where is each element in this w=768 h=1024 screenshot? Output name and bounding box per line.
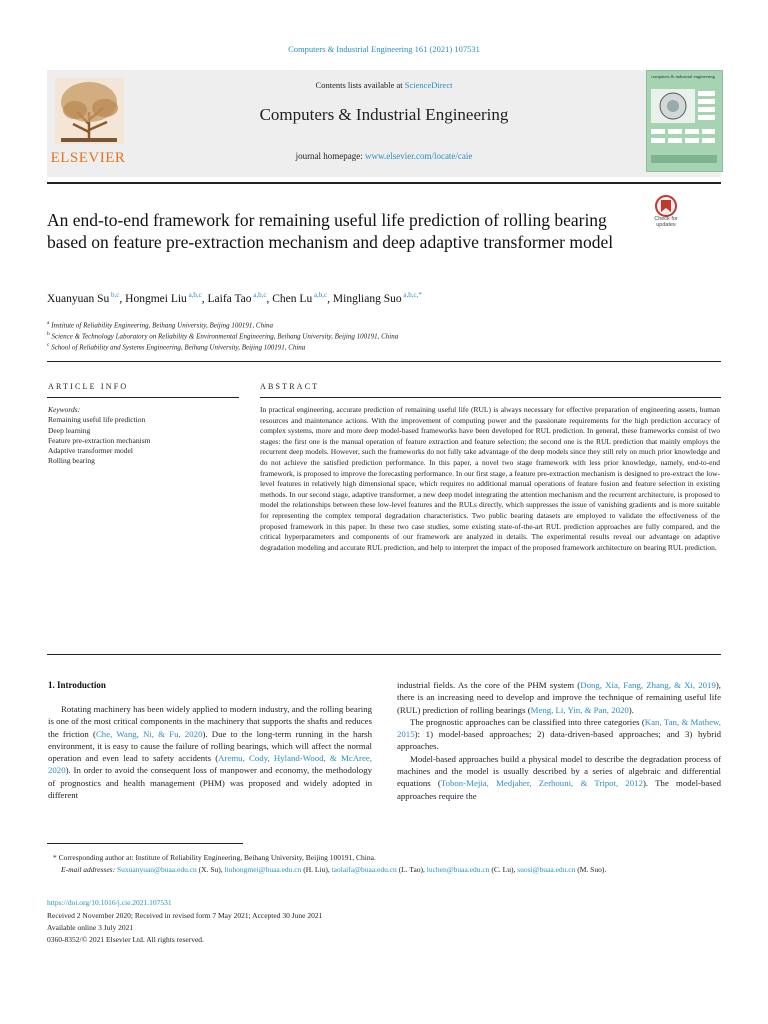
author-affiliation-marks[interactable]: b,c bbox=[109, 291, 120, 299]
intro-paragraph bbox=[48, 703, 372, 801]
affil-text: Science & Technology Laboratory on Reliability & Environmental Engineering, Beihang University, Beijing 100191, China bbox=[51, 332, 399, 341]
affil-key: a bbox=[47, 320, 50, 326]
email-link[interactable]: suosi@buaa.edu.cn bbox=[517, 865, 576, 874]
footnote-rule bbox=[47, 843, 243, 844]
author-list: Xuanyuan Su $^{b,c}$, Hongmei Liu $^{a,b,c}$, Laifa Tao $^{a,b,c}$, Chen Lu $^{a,b,c}$, Mingliang Suo $^{a,b,c,*}$ bbox=[47, 291, 422, 305]
email-link[interactable]: Suxuanyuan@buaa.edu.cn bbox=[116, 865, 197, 874]
keywords-label: Keywords: bbox=[48, 405, 81, 414]
email-link[interactable]: luchen@buaa.edu.cn bbox=[426, 865, 490, 874]
citation-link[interactable]: Tobon-Mejia, Medjaher, Zerhouni, & Tripot, 2012 bbox=[440, 778, 643, 789]
journal-citation[interactable]: Computers & Industrial Engineering 161 (2021) 107531 bbox=[288, 44, 480, 54]
affil-text: School of Reliability and Systems Engineering, Beihang University, Beijing 100191, China bbox=[51, 343, 306, 352]
affil-key: b bbox=[47, 331, 50, 337]
section-heading-introduction: 1. Introduction bbox=[48, 680, 106, 690]
citation-link[interactable]: Che, Wang, Ni, & Fu, 2020 bbox=[95, 728, 203, 739]
email-owner: (L. Tao), bbox=[396, 865, 427, 874]
author-affiliation-marks[interactable]: a,b,c bbox=[186, 291, 202, 299]
homepage-link[interactable]: www.elsevier.com/locate/caie bbox=[365, 151, 473, 161]
contents-prefix: Contents lists available at bbox=[315, 80, 405, 90]
author-name[interactable]: Mingliang Suo bbox=[332, 292, 402, 305]
journal-cover-thumbnail[interactable] bbox=[646, 70, 723, 172]
keyword-item: Feature pre-extraction mechanism bbox=[48, 435, 151, 445]
corresponding-author-note: * Corresponding author at: Institute of Reliability Engineering, Beihang University, Beijing 100191, China. bbox=[53, 853, 376, 862]
email-addresses bbox=[47, 864, 721, 876]
citation-link[interactable]: Aremu, Cody, Hyland-Wood, & McAree, 2020 bbox=[48, 753, 372, 776]
article-info-rule bbox=[47, 397, 239, 398]
intro-right-column bbox=[397, 679, 721, 802]
keyword-item: Adaptive transformer model bbox=[48, 446, 133, 456]
keyword-item: Remaining useful life prediction bbox=[48, 415, 146, 425]
paragraph-text: ), there is an increasing need to develop and improve the technique of remaining useful life (RUL) prediction of rolling bearings ( bbox=[397, 680, 721, 715]
article-title: An end-to-end framework for remaining useful life prediction of rolling bearing based on feature pre-extraction mechanism and deep adaptive transformer model bbox=[47, 210, 614, 252]
affiliation-b bbox=[47, 331, 697, 340]
abstract-rule bbox=[260, 397, 721, 398]
author-affiliation-marks[interactable]: a,b,c bbox=[251, 291, 267, 299]
elsevier-wordmark: ELSEVIER bbox=[50, 150, 126, 166]
homepage-prefix: journal homepage: bbox=[295, 151, 366, 161]
author-affiliation-marks[interactable]: a,b,c,* bbox=[401, 291, 422, 299]
intro-left-column bbox=[48, 703, 372, 801]
citation-link[interactable]: Meng, Li, Yin, & Pan, 2020 bbox=[530, 704, 629, 715]
author-name[interactable]: Chen Lu bbox=[272, 292, 313, 305]
paragraph-text: ). In order to avoid the consequent loss of manpower and economy, the methodology of prognostics and health management (PHM) was proposed and widely adopted in different bbox=[48, 765, 372, 801]
intro-paragraph bbox=[397, 753, 721, 802]
email-link[interactable]: liuhongmei@buaa.edu.cn bbox=[224, 865, 302, 874]
email-link[interactable]: taolaifa@buaa.edu.cn bbox=[331, 865, 397, 874]
copyright: 0360-8352/© 2021 Elsevier Ltd. All rights reserved. bbox=[47, 935, 204, 944]
header-rule bbox=[47, 182, 721, 184]
citation-link[interactable]: Kan, Tan, & Mathew, 2015 bbox=[397, 716, 721, 740]
keywords-block bbox=[48, 405, 238, 467]
email-owner: (M. Suo). bbox=[575, 865, 607, 874]
author-name[interactable]: Xuanyuan Su bbox=[47, 292, 110, 305]
paragraph-text: ). Due to the long-term running in the harsh environment, it is easy to cause the failure of rolling bearings, which will affect the normal operation and even lead to safety accidents ( bbox=[48, 728, 373, 764]
received-dates: Received 2 November 2020; Received in revised form 7 May 2021; Accepted 30 June 2021 bbox=[47, 911, 323, 920]
abstract-end-rule bbox=[47, 654, 721, 655]
paragraph-text: Rotating machinery has been widely applied to modern industry, and the rolling bearing is one of the most critical components in the machinery that supports the shafts and reduces the friction ( bbox=[48, 704, 372, 739]
affil-text: Institute of Reliability Engineering, Beihang University, Beijing 100191, China bbox=[51, 321, 274, 330]
affiliation-rule bbox=[47, 361, 721, 362]
abstract-text: In practical engineering, accurate prediction of remaining useful life (RUL) is always necessary for effective preparation of engineering assets, human resources and maintenance actions. With the improvement of computing power and the passionate requirements for the high prediction accuracy of complex systems, more and more deep model-based frameworks have been developed for RUL prediction. In general, these frameworks consist of two stages: the first one is the manual operation of feature extraction and feature selection; the second one is the RUL prediction that mainly employs the recurrent deep models. However, such the frameworks do not fully take advantage of the deep models since they still rely on much prior knowledge and do not achieve the satisfied prediction performance. In this paper, a novel two stage framework with less prior knowledge, namely, end-to-end framework, is proposed to improve the forecasting performance. In our first stage, a feature pre-extraction mechanism is designed to pre-extract the low-level features in relatively high dimensional space, which requires no additional manual operations of feature fusion and feature selection in existing methods. In our second stage, adaptive transformer, a new deep model integrating the attention mechanism and the recurrent architecture, is proposed to model the relationships between these low-level features and the RULs directly, which suppresses the issue of vanishing gradients and is more suitable for representing the complex temporal degradation characteristics. Two public bearing datasets are employed to validate the effectiveness of the proposed framework in this paper. In these two case studies, some existing state-of-the-art RUL prediction approaches are fully compared, and the critical hyperparameters and components of our framework are analyzed in details. The experimental results reveal our advantage on adaptive degradation modeling and accurate RUL prediction, and help to interpret the impact of the proposed framework architecture on bearing RUL prediction. bbox=[260, 405, 720, 552]
paragraph-text: ). The model-based approaches require the bbox=[397, 778, 721, 801]
doi-link[interactable] bbox=[47, 897, 721, 909]
check-for-updates-icon[interactable] bbox=[647, 194, 685, 234]
intro-paragraph bbox=[397, 679, 721, 716]
email-owner: (H. Liu), bbox=[301, 865, 332, 874]
paragraph-text: industrial fields. As the core of the PHM system ( bbox=[397, 680, 581, 690]
email-owner: (C. Lu), bbox=[489, 865, 518, 874]
sciencedirect-link[interactable]: ScienceDirect bbox=[404, 80, 453, 90]
paragraph-text: Model-based approaches build a physical model to describe the degradation process of machines and the model is usually described by a series of algebraic and differential equations ( bbox=[397, 753, 721, 789]
author-name[interactable]: Hongmei Liu bbox=[125, 292, 187, 305]
check-updates-label: Check for updates bbox=[654, 216, 678, 228]
affiliation-a bbox=[47, 320, 697, 329]
email-owner: (X. Su), bbox=[196, 865, 225, 874]
intro-paragraph bbox=[397, 716, 721, 753]
email-label: E-mail addresses: bbox=[61, 865, 117, 874]
paragraph-text: The prognostic approaches can be classified into three categories ( bbox=[410, 716, 645, 727]
available-online: Available online 3 July 2021 bbox=[47, 923, 134, 932]
cover-graphic bbox=[651, 89, 717, 167]
author-affiliation-marks[interactable]: a,b,c bbox=[312, 291, 328, 299]
affiliation-c bbox=[47, 342, 697, 351]
doi[interactable]: https://doi.org/10.1016/j.cie.2021.107531 bbox=[47, 898, 172, 907]
keyword-item: Deep learning bbox=[48, 425, 91, 435]
affil-key: c bbox=[47, 342, 50, 348]
email-list bbox=[117, 865, 606, 874]
abstract-heading: ABSTRACT bbox=[260, 382, 320, 391]
paragraph-text: ). bbox=[628, 704, 634, 715]
citation-link[interactable]: Dong, Xia, Fang, Zhang, & Xi, 2019 bbox=[580, 680, 716, 690]
keyword-item: Rolling bearing bbox=[48, 456, 95, 466]
journal-title: Computers & Industrial Engineering bbox=[259, 105, 509, 124]
paragraph-text: ): 1) model-based approaches; 2) data-driven-based approaches; and 3) hybrid approaches. bbox=[397, 729, 721, 752]
author-name[interactable]: Laifa Tao bbox=[207, 292, 252, 305]
cover-title: computers & industrial engineering bbox=[651, 74, 715, 79]
article-info-heading: ARTICLE INFO bbox=[48, 382, 129, 391]
